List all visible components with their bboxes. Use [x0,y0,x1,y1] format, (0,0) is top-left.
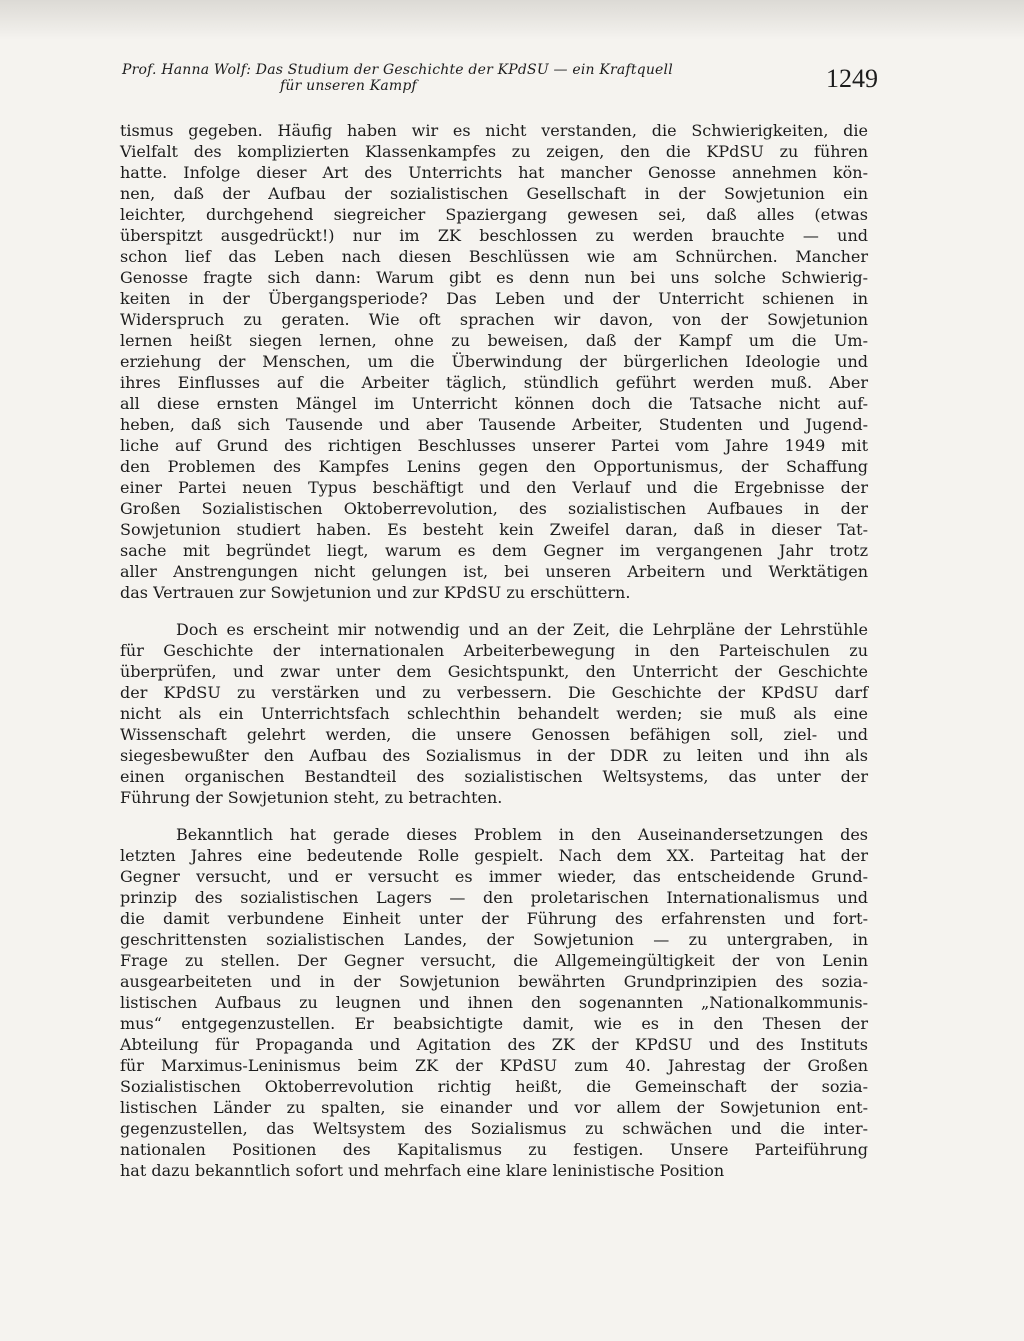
text-line: das Vertrauen zur Sowjetunion und zur KPdSU zu erschüttern. [120,583,631,602]
text-line: ihres Einflusses auf die Arbeiter täglich, stündlich geführt werden muß. Aber [120,373,868,392]
paragraph [120,619,868,808]
text-line: prinzip des sozialistischen Lagers — den proletarischen Internationalismus und [120,888,868,907]
paragraph [120,824,868,1181]
text-line: geschrittensten sozialistischen Landes, der Sowjetunion — zu untergraben, in [120,930,868,949]
text-line: Vielfalt des komplizierten Klassenkampfes zu zeigen, den die KPdSU zu führen [120,142,868,161]
text-line: sache mit begründet liegt, warum es dem Gegner im vergangenen Jahr trotz [120,541,868,560]
text-line: nationalen Positionen des Kapitalismus zu festigen. Unsere Parteiführung [120,1140,868,1159]
text-line: Genosse fragte sich dann: Warum gibt es denn nun bei uns solche Schwierig- [120,268,868,287]
text-line: der KPdSU zu verstärken und zu verbessern. Die Geschichte der KPdSU darf [120,683,868,702]
text-line: Führung der Sowjetunion steht, zu betrachten. [120,788,503,807]
text-line: erziehung der Menschen, um die Überwindung der bürgerlichen Ideologie und [120,352,868,371]
text-line: Großen Sozialistischen Oktoberrevolution, des sozialistischen Aufbaues in der [120,499,868,518]
text-line: Sozialistischen Oktoberrevolution richtig heißt, die Gemeinschaft der sozia- [120,1077,868,1096]
text-line: Bekanntlich hat gerade dieses Problem in den Auseinandersetzungen des [176,825,868,844]
text-line: all diese ernsten Mängel im Unterricht können doch die Tatsache nicht auf- [120,394,868,413]
running-head-line: für unseren Kampf [280,78,417,94]
text-line: listischen Aufbaus zu leugnen und ihnen den sogenannten „Nationalkommunis- [120,993,868,1012]
text-line: Widerspruch zu geraten. Wie oft sprachen wir davon, von der Sowjetunion [120,310,868,329]
text-line: aller Anstrengungen nicht gelungen ist, bei unseren Arbeitern und Werktätigen [120,562,868,581]
text-line: Abteilung für Propaganda und Agitation des ZK der KPdSU und des Instituts [120,1035,868,1054]
text-line: Wissenschaft gelehrt werden, die unsere Genossen befähigen soll, ziel- und [120,725,868,744]
page-number: 1249 [826,64,878,93]
text-line: Gegner versucht, und er versucht es immer wieder, das entscheidende Grund- [120,867,868,886]
paragraph [120,120,868,603]
text-line: lernen heißt siegen lernen, ohne zu beweisen, daß der Kampf um die Um- [120,331,868,350]
text-line: ausgearbeiteten und in der Sowjetunion bewährten Grundprinzipien des sozia- [120,972,868,991]
text-line: Sowjetunion studiert haben. Es besteht kein Zweifel daran, daß in dieser Tat- [120,520,868,539]
running-head-line: Prof. Hanna Wolf: Das Studium der Geschichte der KPdSU — ein Kraftquell [122,62,673,78]
text-line: liche auf Grund des richtigen Beschlusses unserer Partei vom Jahre 1949 mit [120,436,868,455]
text-line: den Problemen des Kampfes Lenins gegen den Opportunismus, der Schaffung [120,457,868,476]
text-line: einer Partei neuen Typus beschäftigt und den Verlauf und die Ergebnisse der [120,478,868,497]
text-line: für Geschichte der internationalen Arbeiterbewegung in den Parteischulen zu [120,641,868,660]
text-line: Doch es erscheint mir notwendig und an der Zeit, die Lehrpläne der Lehrstühle [176,620,868,639]
text-line: einen organischen Bestandteil des sozialistischen Weltsystems, das unter der [120,767,868,786]
text-line: leichter, durchgehend siegreicher Spaziergang gewesen sei, daß alles (etwas [120,205,868,224]
scan-edge-noise [0,0,1024,40]
text-line: schon lief das Leben nach diesen Beschlüssen wie am Schnürchen. Mancher [120,247,868,266]
text-line: die damit verbundene Einheit unter der Führung des erfahrensten und fort- [120,909,868,928]
text-line: nen, daß der Aufbau der sozialistischen Gesellschaft in der Sowjetunion ein [120,184,868,203]
text-line: mus“ entgegenzustellen. Er beabsichtigte damit, wie es in den Thesen der [120,1014,868,1033]
text-line: hat dazu bekanntlich sofort und mehrfach eine klare leninistische Position [120,1161,725,1180]
text-line: tismus gegeben. Häufig haben wir es nicht verstanden, die Schwierigkeiten, die [120,121,868,140]
text-line: überprüfen, und zwar unter dem Gesichtspunkt, den Unterricht der Geschichte [120,662,868,681]
text-line: hatte. Infolge dieser Art des Unterrichts hat mancher Genosse annehmen kön- [120,163,868,182]
text-line: Frage zu stellen. Der Gegner versucht, die Allgemeingültigkeit der von Lenin [120,951,868,970]
text-line: für Marximus-Leninismus beim ZK der KPdSU zum 40. Jahrestag der Großen [120,1056,868,1075]
running-head [122,62,822,94]
text-line: letzten Jahres eine bedeutende Rolle gespielt. Nach dem XX. Parteitag hat der [120,846,868,865]
text-line: heben, daß sich Tausende und aber Tausende Arbeiter, Studenten und Jugend- [120,415,868,434]
text-line: siegesbewußter den Aufbau des Sozialismus in der DDR zu leiten und ihn als [120,746,868,765]
text-line: keiten in der Übergangsperiode? Das Leben und der Unterricht schienen in [120,289,868,308]
text-line: nicht als ein Unterrichtsfach schlechthin behandelt werden; sie muß als eine [120,704,868,723]
body-text [120,120,868,1181]
text-line: gegenzustellen, das Weltsystem des Sozialismus zu schwächen und die inter- [120,1119,868,1138]
text-line: listischen Länder zu spalten, sie einander und vor allem der Sowjetunion ent- [120,1098,868,1117]
text-line: überspitzt ausgedrückt!) nur im ZK beschlossen zu werden brauchte — und [120,226,868,245]
